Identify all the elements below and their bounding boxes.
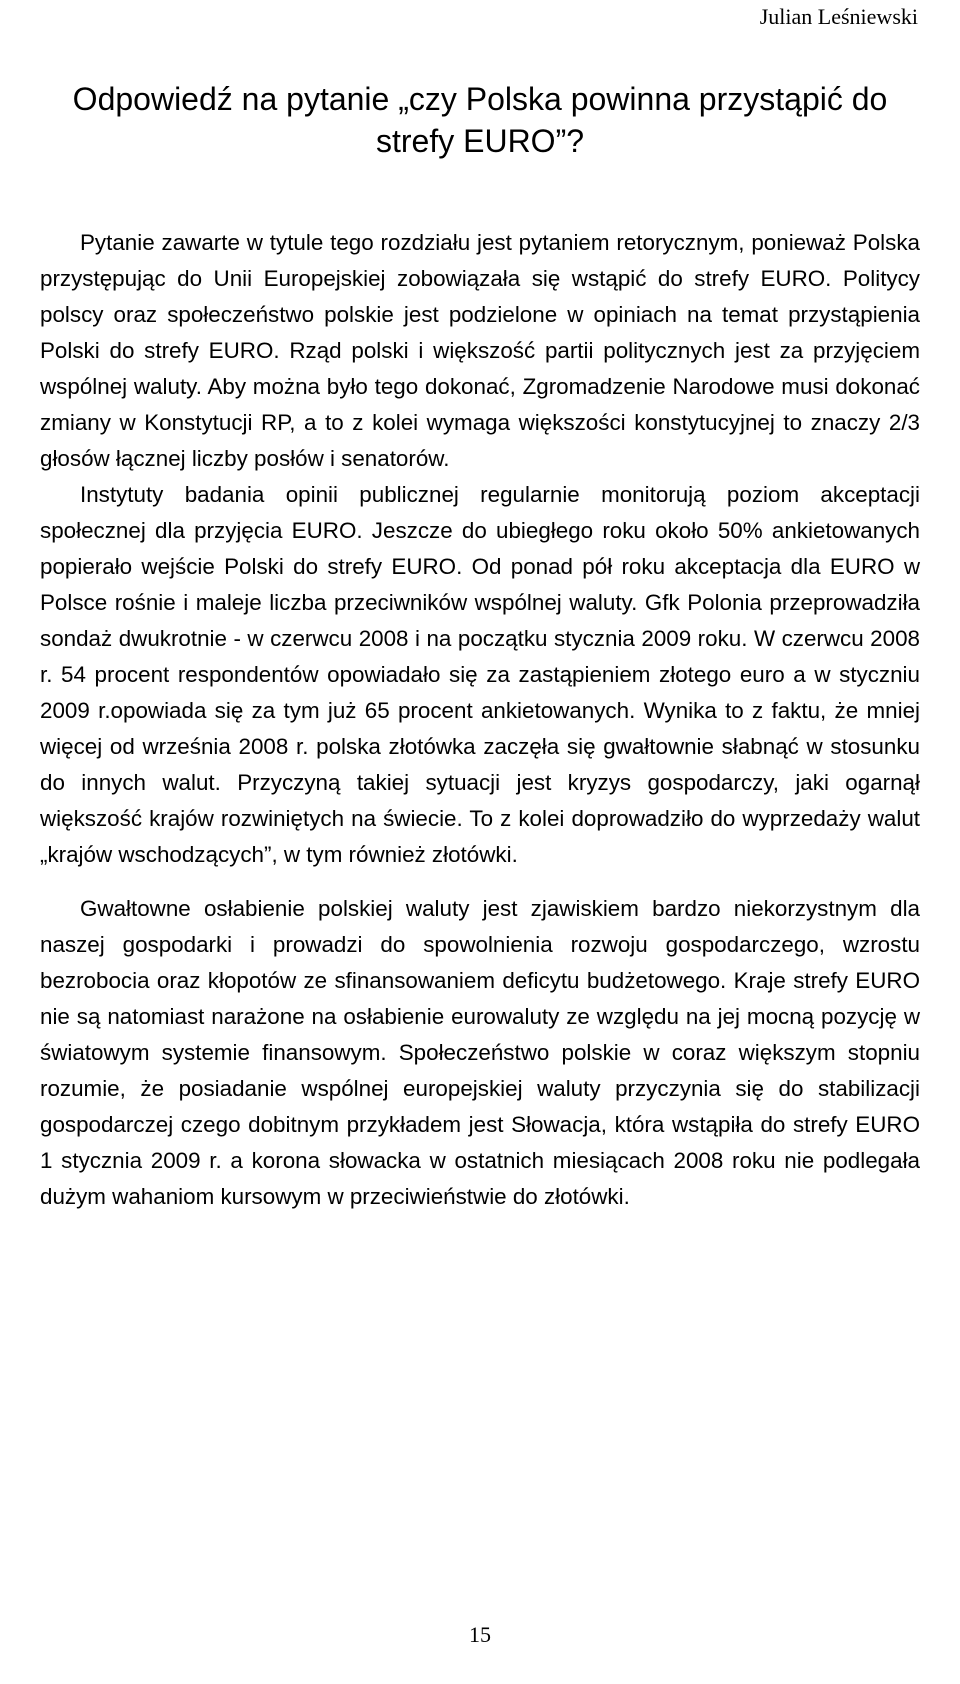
paragraph-3: Gwałtowne osłabienie polskiej waluty jest zjawiskiem bardzo niekorzystnym dla naszej gospodarki i prowadzi do spowolnienia rozwoju gospodarczego, wzrostu bezrobocia oraz kłopotów ze sfinansowaniem deficytu budżetowego. Kraje strefy EURO nie są natomiast narażone na osłabienie eurowaluty ze względu na jej mocną pozycję w światowym systemie finansowym. Społeczeństwo polskie w coraz większym stopniu rozumie, że posiadanie wspólnej europejskiej waluty przyczynia się do stabilizacji gospodarczej czego dobitnym przykładem jest Słowacja, która wstąpiła do strefy EURO 1 stycznia 2009 r. a korona słowacka w ostatnich miesiącach 2008 roku nie podlegała dużym wahaniom kursowym w przeciwieństwie do złotówki. xyxy=(40,896,920,1209)
paragraph-1: Pytanie zawarte w tytule tego rozdziału jest pytaniem retorycznym, ponieważ Polska przystępując do Unii Europejskiej zobowiązała się wstąpić do strefy EURO. Politycy polscy oraz społeczeństwo polskie jest podzielone w opiniach na temat przystąpienia Polski do strefy EURO. Rząd polski i większość partii politycznych jest za przyjęciem wspólnej waluty. Aby można było tego dokonać, Zgromadzenie Narodowe musi dokonać zmiany w Konstytucji RP, a to z kolei wymaga większości konstytucyjnej to znaczy 2/3 głosów łącznej liczby posłów i senatorów. xyxy=(40,230,920,471)
page-number: 15 xyxy=(469,1622,491,1647)
header-author: Julian Leśniewski xyxy=(759,4,918,29)
document-body xyxy=(40,225,920,1215)
paragraph-2: Instytuty badania opinii publicznej regularnie monitorują poziom akceptacji społecznej dla przyjęcia EURO. Jeszcze do ubiegłego roku około 50% ankietowanych popierało wejście Polski do strefy EURO. Od ponad pół roku akceptacja dla EURO w Polsce rośnie i maleje liczba przeciwników wspólnej waluty. Gfk Polonia przeprowadziła sondaż dwukrotnie - w czerwcu 2008 i na początku stycznia 2009 roku. W czerwcu 2008 r. 54 procent respondentów opowiadało się za zastąpieniem złotego euro a w styczniu 2009 r.opowiada się za tym już 65 procent ankietowanych. Wynika to z faktu, że mniej więcej od września 2008 r. polska złotówka zaczęła się gwałtownie słabnąć w stosunku do innych walut. Przyczyną takiej sytuacji jest kryzys gospodarczy, jaki ogarnął większość krajów rozwiniętych na świecie. To z kolei doprowadziło do wyprzedaży walut „krajów wschodzących”, w tym również złotówki. xyxy=(40,482,920,867)
chapter-title: Odpowiedź na pytanie „czy Polska powinna przystąpić do strefy EURO”? xyxy=(72,81,888,159)
